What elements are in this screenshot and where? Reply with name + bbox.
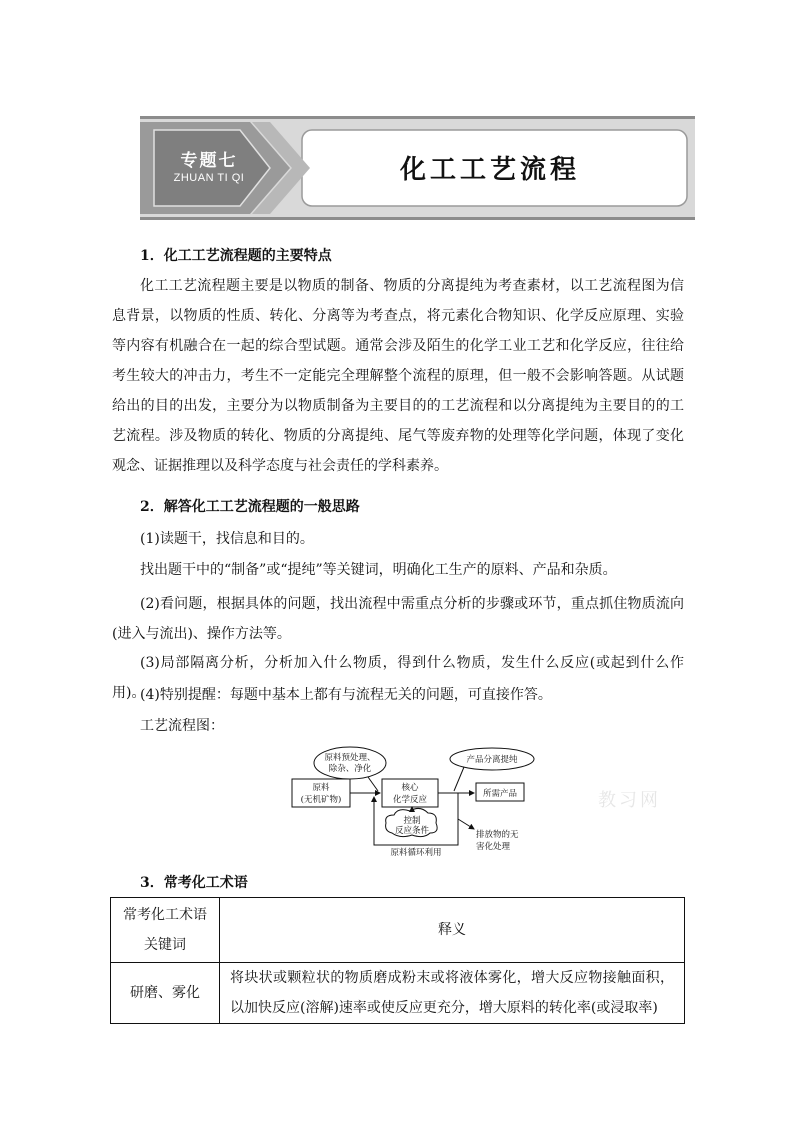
header-term-line1: 常考化工术语 — [123, 907, 207, 923]
pretreat-text-2: 除杂、净化 — [328, 764, 372, 774]
waste-text-2: 害化处理 — [476, 842, 511, 852]
step-1-detail: 找出题干中的“制备”或“提纯”等关键词，明确化工生产的原料、产品和杂质。 — [140, 562, 617, 578]
chapter-pinyin: ZHUAN TI QI — [173, 172, 245, 184]
process-flow-diagram — [288, 745, 548, 857]
separate-text: 产品分离提纯 — [466, 755, 518, 765]
table-header-term — [111, 898, 220, 963]
pretreatment-bubble — [314, 747, 386, 779]
pretreat-text-1: 原料预处理、 — [324, 753, 376, 763]
section3-heading: 3．常考化工术语 — [140, 875, 248, 891]
table-header-row — [111, 898, 685, 963]
flow-diagram-label: 工艺流程图： — [140, 718, 224, 734]
row-term: 研磨、雾化 — [111, 963, 220, 1024]
control-text-2: 反应条件 — [394, 826, 430, 836]
product-text: 所需产品 — [482, 789, 518, 799]
raw-text-2: (无机矿物) — [300, 795, 342, 805]
raw-text-1: 原料 — [312, 783, 330, 793]
step-1: (1)读题干，找信息和目的。 — [140, 531, 314, 547]
chapter-number: 专题七 — [180, 151, 238, 171]
watermark: 教习网 — [598, 790, 661, 811]
section2-heading: 2．解答化工工艺流程题的一般思路 — [140, 499, 360, 515]
control-text-1: 控制 — [403, 816, 421, 826]
table-header-meaning: 释义 — [220, 898, 685, 963]
step-4: (4)特别提醒：每题中基本上都有与流程无关的问题，可直接作答。 — [140, 687, 552, 703]
header-term-line2: 关键词 — [144, 937, 186, 953]
core-text-2: 化学反应 — [392, 795, 428, 805]
waste-text-1: 排放物的无 — [476, 830, 519, 840]
section1-paragraph: 化工工艺流程题主要是以物质的制备、物质的分离提纯为考查素材，以工艺流程图为信息背景，以物质的性质、转化、分离等为考查点，将元素化合物知识、化学反应原理、实验等内容有机融合在一起的综合型试题。通常会涉及陌生的化学工业工艺和化学反应，往往给考生较大的冲击力，考生不一定能完全理解整个流程的原理，但一般不会影响答题。从试题给出的目的出发，主要分为以物质制备为主要目的的工艺流程和以分离提纯为主要目的的工艺流程。涉及物质的转化、物质的分离提纯、尾气等废弃物的处理等化学问题，体现了变化观念、证据推理以及科学态度与社会责任的学科素养。 — [112, 278, 684, 474]
terms-table — [110, 897, 685, 1024]
step-2: (2)看问题，根据具体的问题，找出流程中需重点分析的步骤或环节，重点抓住物质流向(进入与流出)、操作方法等。 — [112, 596, 684, 642]
chapter-banner — [140, 116, 695, 220]
recycle-text: 原料循环利用 — [390, 848, 442, 857]
step-3: (3)局部隔离分析，分析加入什么物质，得到什么物质，发生什么反应(或起到什么作用)。 — [112, 655, 684, 701]
table-row — [111, 963, 685, 1024]
row-meaning: 将块状或颗粒状的物质磨成粉末或将液体雾化，增大反应物接触面积，以加快反应(溶解)速率或使反应更充分，增大原料的转化率(或浸取率) — [220, 963, 685, 1024]
chapter-title: 化工工艺流程 — [399, 155, 580, 185]
core-text-1: 核心 — [401, 783, 419, 793]
section1-heading: 1．化工工艺流程题的主要特点 — [140, 248, 332, 264]
